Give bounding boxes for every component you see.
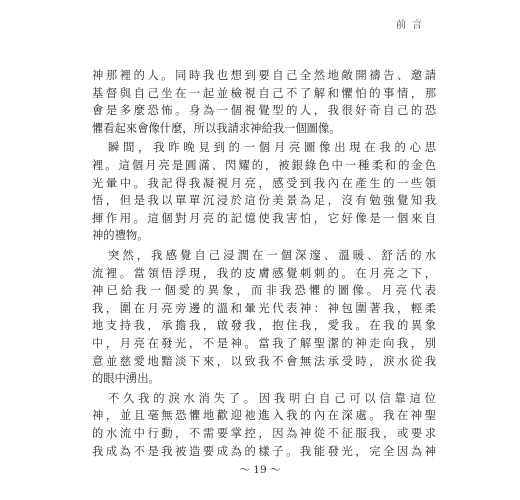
page-number: ～ 19 ～ (239, 464, 281, 476)
running-header: 前言 (396, 20, 428, 31)
paragraph-first-line: 瞬間，我昨晚見到的一個月亮圖像出現在我的心思 (108, 141, 436, 155)
text-line: 地支持我，承擔我，啟發我，抱住我，愛我。在我的異象 (92, 319, 436, 333)
text-line: 神，並且毫無恐懼地歡迎祂進入我的內在深處。我在神聖 (92, 409, 436, 423)
text-line: 揮作用。這個對月亮的記憶使我害怕，它好像是一個來自 (92, 211, 436, 225)
text-line: 神的禮物。 (92, 229, 149, 243)
text-line: 基督與自己坐在一起並檢視自己不了解和懼怕的事情，那 (92, 86, 436, 100)
paragraph-first-line: 突然，我感覺自己浸潤在一個深邃、溫暖、舒活的水 (108, 249, 436, 262)
text-line: 會是多麼恐怖。身為一個視覺型的人，我很好奇自己的恐 (92, 104, 436, 118)
text-line: 的眼中湧出。 (92, 372, 160, 386)
text-line: 我，圍在月亮旁邊的溫和暈光代表神：神包圍著我，輕柔 (92, 301, 436, 315)
text-line: 光暈中。我記得我凝視月亮，感受到我內在產生的一些領 (92, 176, 436, 190)
text-line: 我成為不是我被造要成為的樣子。我能發光，完全因為神 (92, 444, 436, 458)
text-line: 中，月亮在發光，不是神。當我了解聖潔的神走向我，別 (92, 337, 436, 350)
text-line: 懼看起來會像什麼，所以我請求神給我一個圖像。 (92, 121, 341, 135)
text-line: 裡。這個月亮是圓滿、閃耀的，被銀綠色中一種柔和的金色 (92, 159, 436, 172)
text-line: 悟，但是我以單單沉浸於這份美景為足，沒有勉強覺知我 (92, 194, 436, 208)
text-line: 神已給我一個愛的異象，而非我恐懼的圖像。月亮代表 (92, 284, 436, 298)
text-line: 的水流中行動，不需要掌控，因為神從不征服我，或要求 (92, 427, 436, 440)
text-line: 意並慈愛地黯淡下來，以致我不會無法承受時，淚水從我 (92, 354, 436, 368)
text-line: 流裡。當領悟浮現，我的皮膚感覺刺刺的。在月亮之下， (92, 266, 436, 280)
paragraph-first-line: 不久我的淚水消失了。因我明白自己可以信靠這位 (108, 391, 436, 405)
text-line: 神那裡的人。同時我也想到要自己全然地敞開禱告、邀請 (92, 69, 436, 82)
